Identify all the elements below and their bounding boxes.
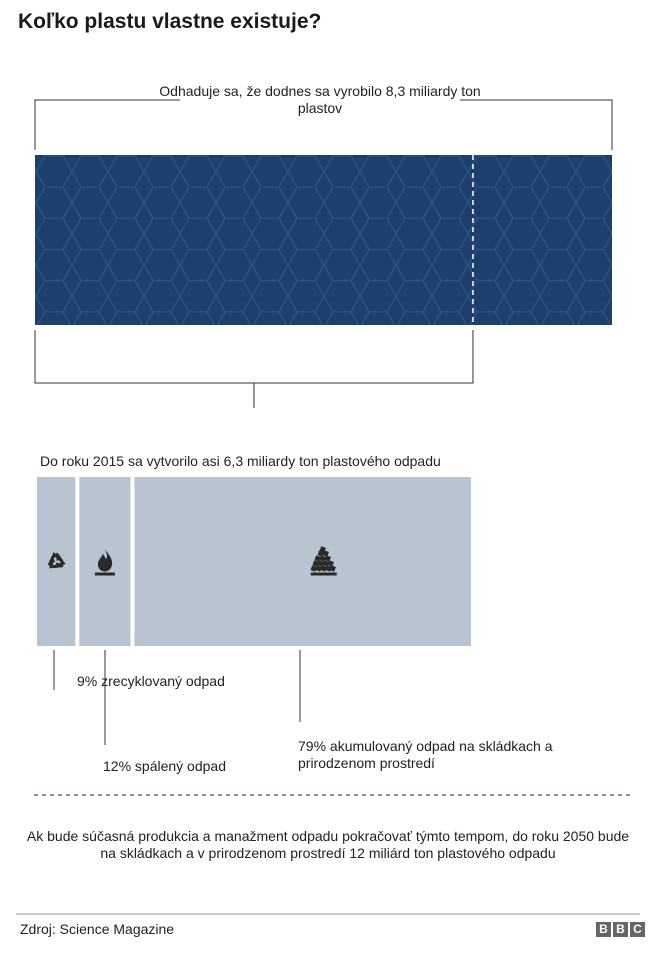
- waste-bracket: [35, 330, 473, 408]
- waste-chart: [37, 477, 471, 745]
- waste-segment-2: [134, 477, 471, 646]
- logo-letter: C: [630, 922, 645, 937]
- logo-letter: B: [596, 922, 611, 937]
- page-title: Koľko plastu vlastne existuje?: [18, 10, 322, 33]
- segment-label-recycled: 9% zrecyklovaný odpad: [77, 673, 225, 689]
- segment-label-accumulated: 79% akumulovaný odpad na skládkach a prirodzenom prostredí: [298, 738, 553, 771]
- waste-chart-title: Do roku 2015 sa vytvorilo asi 6,3 miliardy ton plastového odpadu: [40, 453, 441, 469]
- waste-segment-0: [37, 477, 75, 646]
- segment-label-burned: 12% spálený odpad: [103, 758, 226, 774]
- production-bar-pattern: [35, 155, 612, 325]
- total-production-label: Odhaduje sa, že dodnes sa vyrobilo 8,3 miliardy ton plastov: [159, 83, 481, 116]
- bbc-logo: [596, 922, 645, 937]
- logo-letter: B: [613, 922, 628, 937]
- production-chart: [35, 100, 612, 408]
- source-label: Zdroj: Science Magazine: [20, 921, 175, 937]
- total-bracket: [35, 100, 612, 150]
- projection-note: Ak bude súčasná produkcia a manažment odpadu pokračovať týmto tempom, do roku 2050 bude na skládkach a v prirodzenom prostredí 12 miliárd ton plastového odpadu: [26, 828, 630, 861]
